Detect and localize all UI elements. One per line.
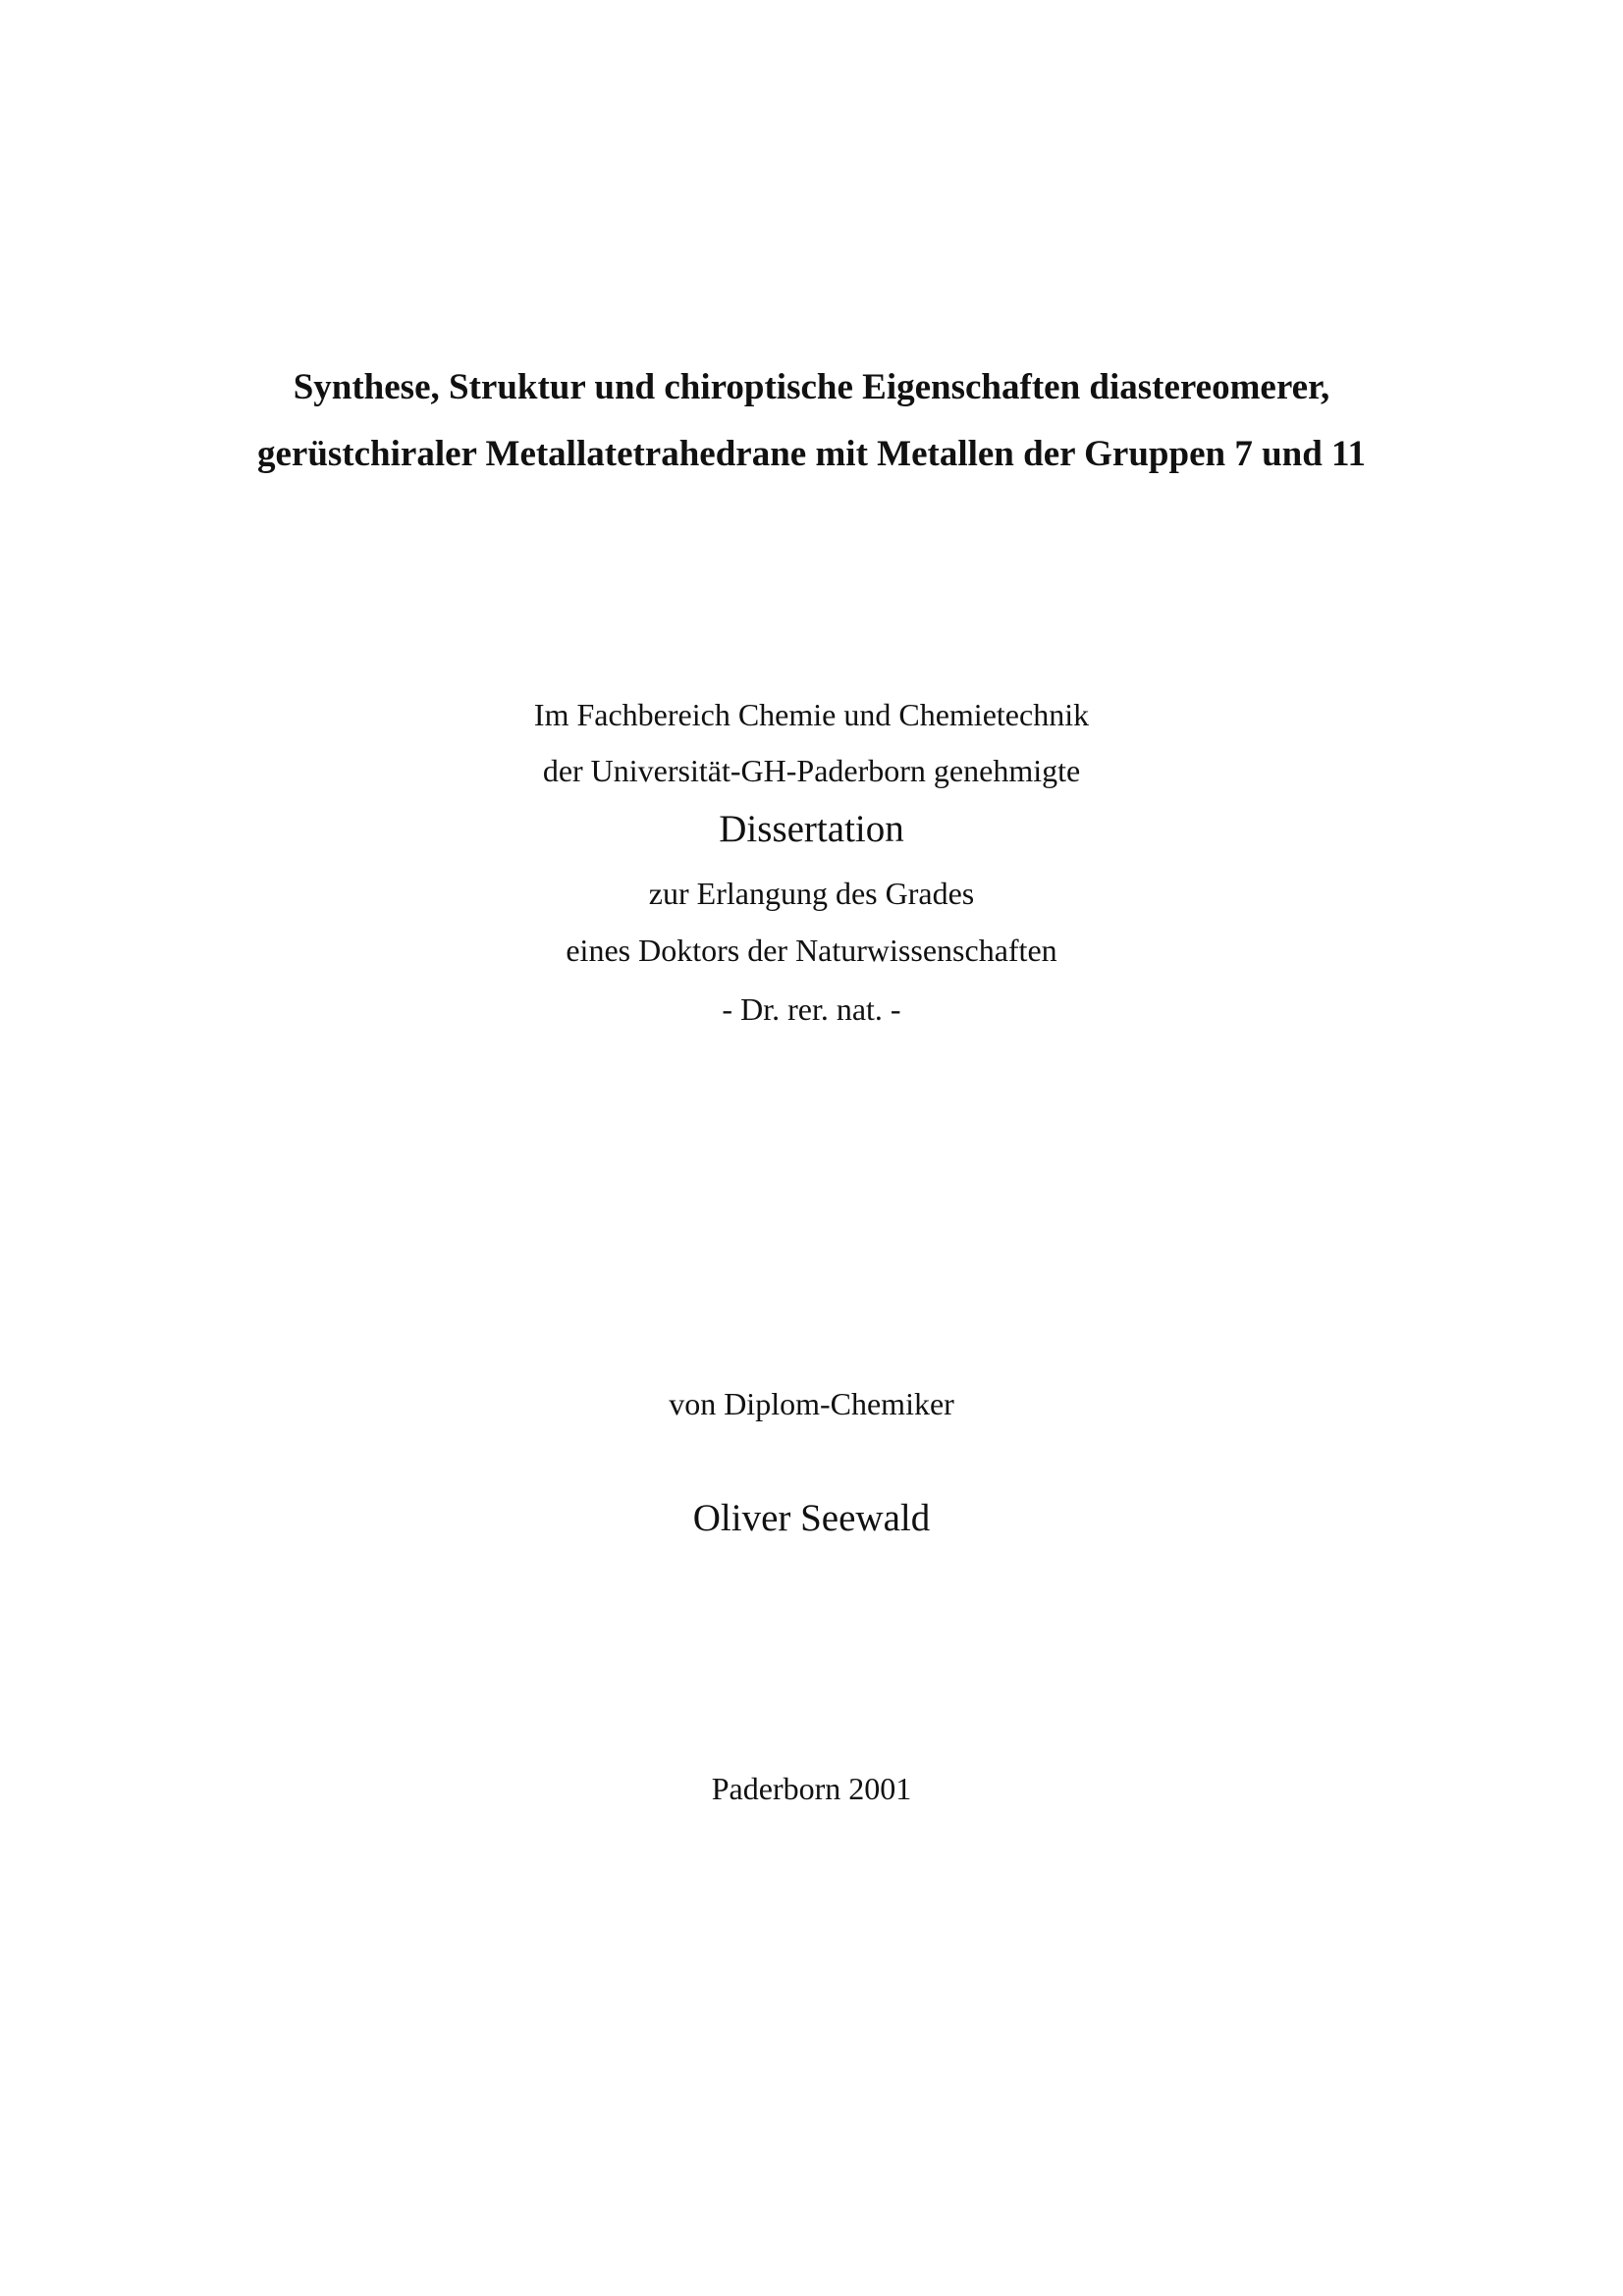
author-prefix: von Diplom-Chemiker — [669, 1386, 954, 1421]
author-name: Oliver Seewald — [692, 1497, 931, 1539]
place-and-year: Paderborn 2001 — [711, 1771, 912, 1806]
thesis-title-line-2: gerüstchiraler Metallatetrahedrane mit Metallen der Gruppen 7 und 11 — [256, 434, 1367, 474]
degree-abbreviation: - Dr. rer. nat. - — [722, 991, 901, 1027]
thesis-title-line-1: Synthese, Struktur und chiroptische Eigenschaften diastereomerer, — [293, 367, 1330, 407]
degree-line-2: eines Doktors der Naturwissenschaften — [566, 933, 1057, 968]
document-type: Dissertation — [719, 808, 904, 850]
department-line: Im Fachbereich Chemie und Chemietechnik — [533, 697, 1090, 732]
university-line: der Universität-GH-Paderborn genehmigte — [542, 753, 1081, 788]
degree-line-1: zur Erlangung des Grades — [648, 876, 975, 911]
